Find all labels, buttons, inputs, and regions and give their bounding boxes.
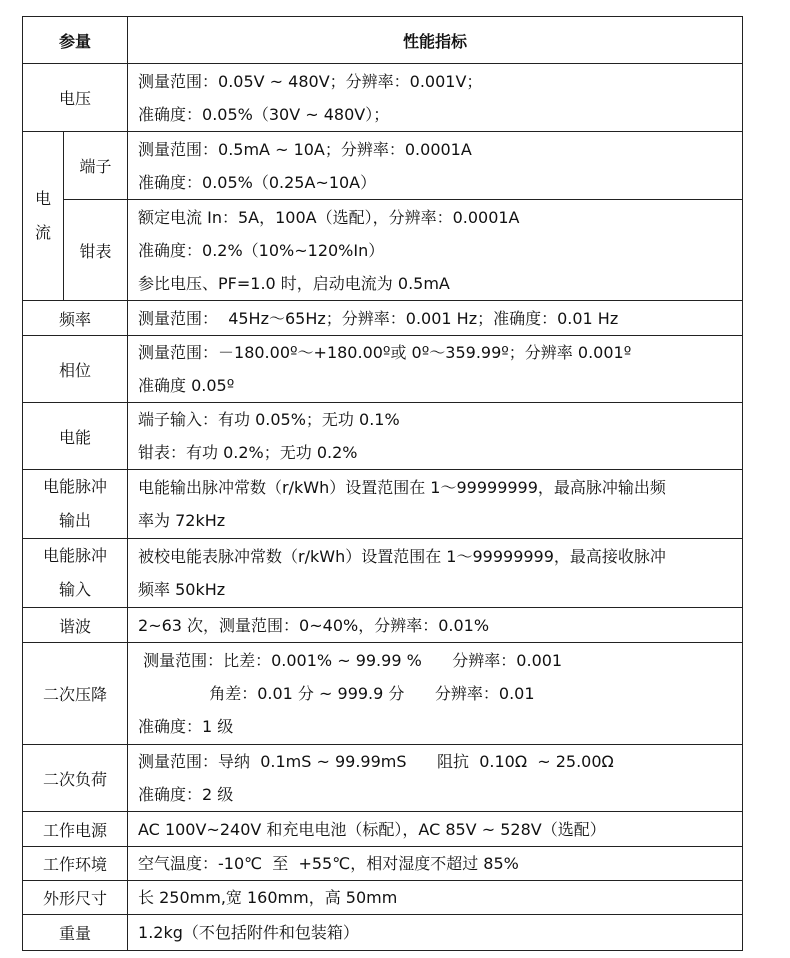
- param-label: 电能脉冲 输入: [23, 539, 128, 608]
- param-label: 外形尺寸: [23, 881, 128, 915]
- header-row: [23, 17, 743, 64]
- spec-line: 测量范围：0.05V ~ 480V；分辨率：0.001V；: [138, 71, 483, 91]
- param-label: 电能: [23, 403, 128, 470]
- header-spec: 性能指标: [128, 17, 743, 64]
- spec-line: 准确度：1 级: [138, 717, 234, 736]
- row-pulse-input: [23, 539, 743, 608]
- spec-line: 准确度：2 级: [138, 785, 234, 804]
- row-weight: [23, 915, 743, 951]
- param-label: 二次负荷: [23, 745, 128, 812]
- row-frequency: [23, 301, 743, 336]
- spec-line: AC 100V~240V 和充电电池（标配），AC 85V ~ 528V（选配）: [138, 819, 606, 839]
- spec-line: 角差：0.01 分 ~ 999.9 分 分辨率：0.01: [138, 684, 535, 703]
- spec-line: 空气温度：-10℃ 至 +55℃，相对湿度不超过 85%: [138, 854, 519, 873]
- spec-table: [22, 16, 743, 951]
- spec-line: 率为 72kHz: [138, 511, 226, 530]
- spec-line: 钳表：有功 0.2%；无功 0.2%: [138, 443, 358, 462]
- row-size: [23, 881, 743, 915]
- spec-line: 测量范围：比差：0.001% ~ 99.99 % 分辨率：0.001: [138, 651, 563, 670]
- spec-line: 长 250mm,宽 160mm，高 50mm: [138, 888, 398, 907]
- param-label: 重量: [23, 915, 128, 951]
- spec-line: 准确度：0.05%（0.25A~10A）: [138, 172, 377, 192]
- param-label: 谐波: [23, 608, 128, 643]
- spec-line: 参比电压、PF=1.0 时，启动电流为 0.5mA: [138, 273, 450, 293]
- spec-line: 电能输出脉冲常数（r/kWh）设置范围在 1～99999999，最高脉冲输出频: [138, 478, 666, 497]
- row-current-clamp: [23, 200, 743, 301]
- param-label: 电压: [23, 64, 128, 132]
- row-energy: [23, 403, 743, 470]
- param-sublabel: 端子: [64, 132, 128, 200]
- spec-line: 测量范围：导纳 0.1mS ~ 99.99mS 阻抗 0.10Ω ~ 25.00Ω: [138, 752, 614, 771]
- param-sublabel: 钳表: [64, 200, 128, 301]
- row-power: [23, 812, 743, 847]
- param-label: 二次压降: [23, 643, 128, 745]
- spec-line: 准确度：0.2%（10%~120%In）: [138, 240, 385, 260]
- spec-line: 被校电能表脉冲常数（r/kWh）设置范围在 1～99999999，最高接收脉冲: [138, 547, 666, 566]
- row-harmonic: [23, 608, 743, 643]
- param-label: 工作电源: [23, 812, 128, 847]
- row-voltage: [23, 64, 743, 132]
- param-label-current: 电 流: [23, 132, 64, 301]
- row-pulse-output: [23, 470, 743, 539]
- param-label: 电能脉冲 输出: [23, 470, 128, 539]
- param-label: 工作环境: [23, 847, 128, 881]
- spec-line: 准确度 0.05º: [138, 376, 235, 395]
- spec-line: 1.2kg（不包括附件和包装箱）: [138, 923, 359, 942]
- param-label: 相位: [23, 336, 128, 403]
- spec-line: 测量范围：0.5mA ~ 10A；分辨率：0.0001A: [138, 139, 472, 159]
- spec-line: 测量范围：－180.00º～+180.00º或 0º～359.99º；分辨率 0.001º: [138, 343, 632, 362]
- spec-line: 频率 50kHz: [138, 580, 226, 599]
- spec-line: 额定电流 In：5A，100A（选配），分辨率：0.0001A: [138, 207, 520, 227]
- row-ct-load: [23, 745, 743, 812]
- row-phase: [23, 336, 743, 403]
- header-param: 参量: [23, 17, 128, 64]
- spec-line: 准确度：0.05%（30V ~ 480V）；: [138, 104, 390, 124]
- row-environment: [23, 847, 743, 881]
- row-pt-drop: [23, 643, 743, 745]
- spec-line: 测量范围： 45Hz～65Hz；分辨率：0.001 Hz；准确度：0.01 Hz: [138, 308, 619, 328]
- row-current-terminal: [23, 132, 743, 200]
- param-label: 频率: [23, 301, 128, 336]
- spec-line: 2~63 次，测量范围：0~40%，分辨率：0.01%: [138, 615, 490, 635]
- spec-line: 端子输入：有功 0.05%；无功 0.1%: [138, 410, 400, 429]
